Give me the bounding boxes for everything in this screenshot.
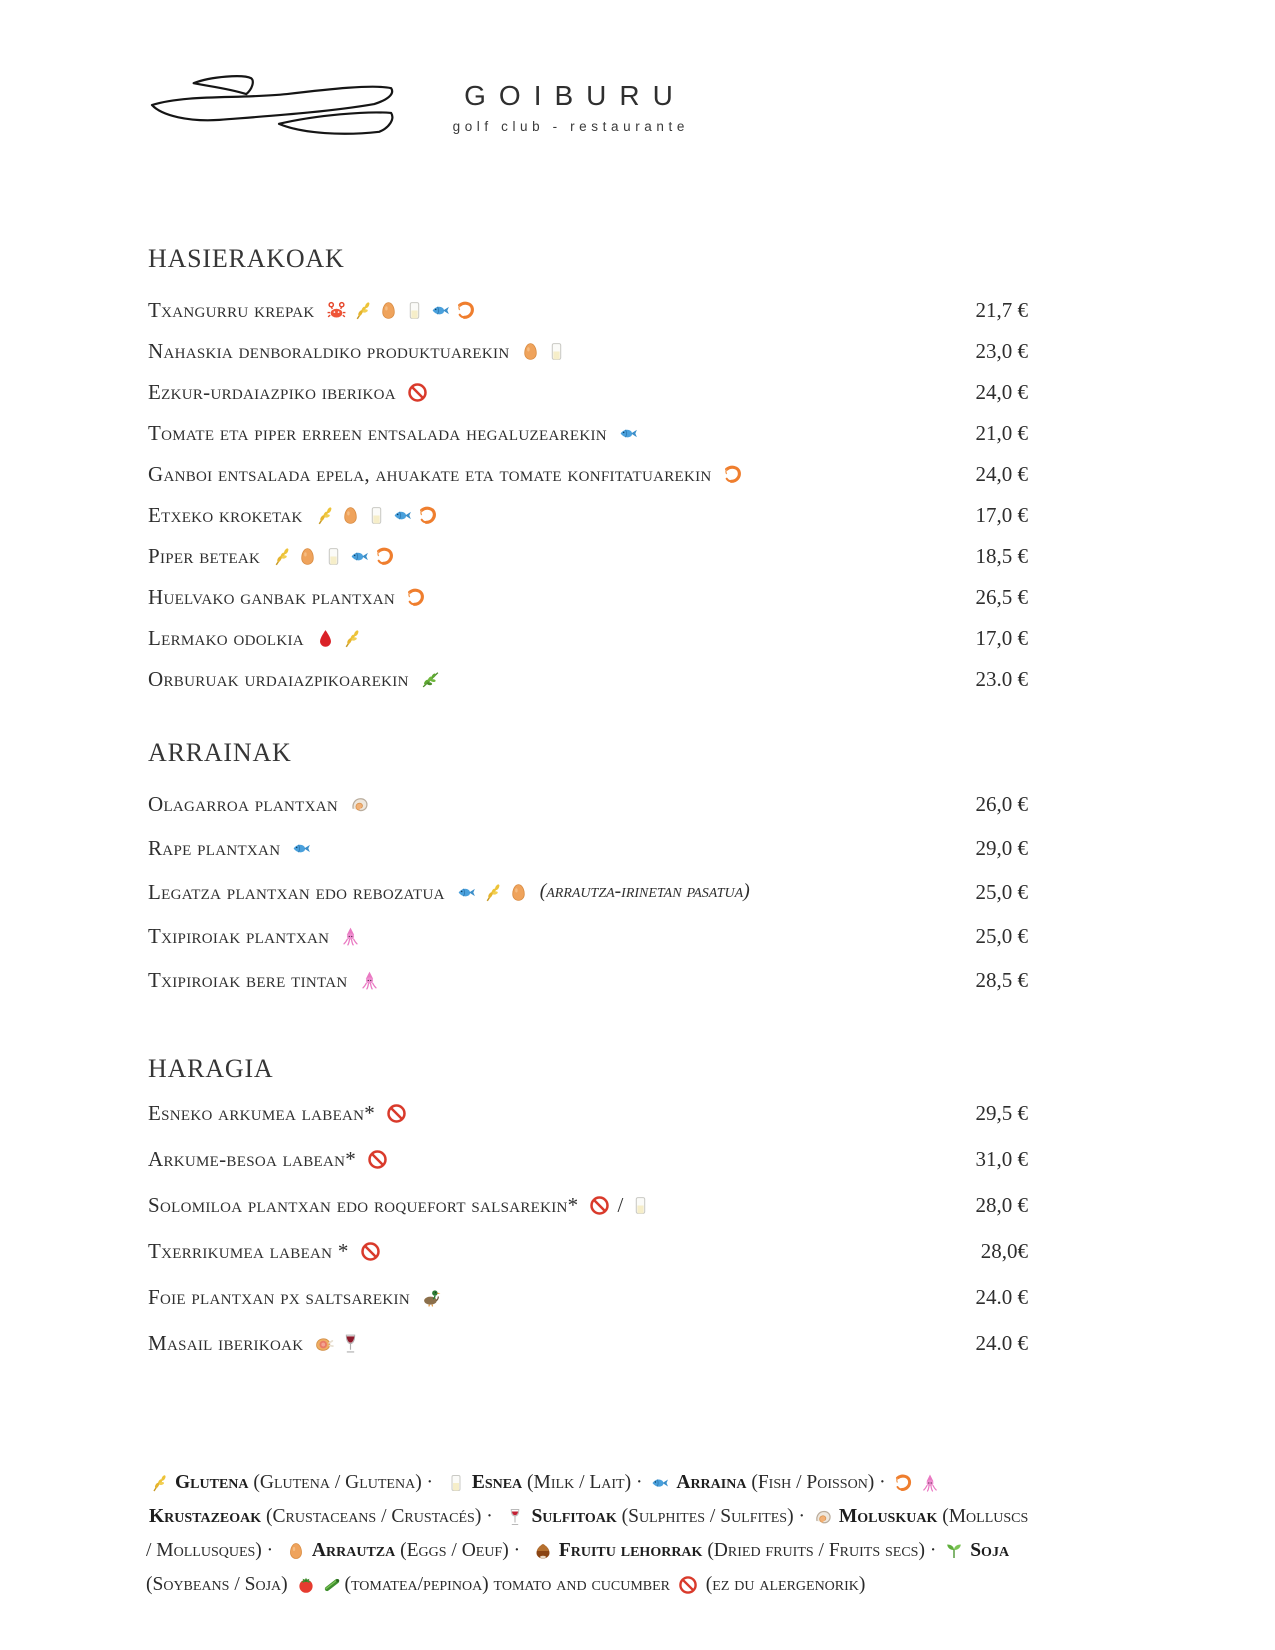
dish-price: 21,7 €	[975, 298, 1028, 322]
dish-name: Piper beteak	[148, 544, 261, 568]
egg-icon	[508, 882, 529, 903]
slash-separator: /	[617, 1192, 624, 1217]
allergen-translation: (Eggs / Oeuf) ·	[395, 1540, 530, 1561]
allergen-translation: (Crustaceans / Crustacés) ·	[261, 1506, 503, 1527]
dish-price: 21,0 €	[975, 421, 1028, 445]
dish-name: Solomiloa plantxan edo roquefort salsarekin*	[148, 1192, 579, 1217]
dish-entry	[148, 298, 477, 323]
menu-item-row	[148, 1228, 1028, 1274]
tomato-icon	[296, 1575, 316, 1595]
fish-icon	[392, 505, 413, 526]
dish-entry	[148, 968, 380, 993]
allergen-name: Sulfitoak	[531, 1506, 617, 1527]
menu-item-row	[148, 870, 1028, 914]
crab-icon	[326, 300, 347, 321]
dish-name: Huelvako ganbak plantxan	[148, 585, 396, 609]
allergen-translation: (Fish / Poisson) ·	[746, 1472, 891, 1493]
fish-icon	[618, 423, 639, 444]
no-icon	[678, 1575, 698, 1595]
dish-price: 28,0€	[980, 1238, 1028, 1263]
gluten-icon	[314, 505, 335, 526]
milk-icon	[404, 300, 425, 321]
no-icon	[360, 1241, 381, 1262]
gluten-icon	[482, 882, 503, 903]
egg-icon	[340, 505, 361, 526]
fish-icon	[650, 1473, 670, 1493]
allergen-name: Krustazeoak	[149, 1506, 262, 1527]
shrimp-icon	[375, 546, 396, 567]
dish-entry	[148, 792, 370, 817]
shrimp-icon	[723, 464, 744, 485]
herb-icon	[420, 669, 441, 690]
dish-entry	[148, 667, 441, 692]
dish-name: Masail iberikoak	[148, 1330, 304, 1355]
allergen-name: Moluskuak	[838, 1506, 938, 1527]
dish-name: Txangurru krepak	[148, 298, 315, 322]
dish-entry	[148, 924, 361, 949]
egg-icon	[297, 546, 318, 567]
menu-item-row	[148, 372, 1028, 413]
menu-item-row	[148, 290, 1028, 331]
dish-price: 23.0 €	[975, 667, 1028, 691]
menu-item-row	[148, 1090, 1028, 1136]
header	[148, 68, 1275, 146]
egg-icon	[286, 1541, 306, 1561]
brand-tagline: golf club - restaurante	[452, 119, 689, 134]
no-icon	[589, 1195, 610, 1216]
milk-icon	[630, 1195, 651, 1216]
shrimp-icon	[418, 505, 439, 526]
dish-price: 29,5 €	[975, 1100, 1028, 1125]
mollusc-icon	[349, 794, 370, 815]
dish-name: Txipiroiak plantxan	[148, 923, 330, 948]
legend-line	[146, 1568, 1156, 1602]
dish-entry	[148, 1193, 651, 1218]
dish-price: 18,5 €	[975, 544, 1028, 568]
ham-icon	[314, 1333, 335, 1354]
dish-note: (arrautza-irinetan pasatua)	[539, 881, 750, 902]
dish-name: Arkume-besoa labean*	[148, 1146, 357, 1171]
brand-block	[448, 80, 689, 134]
dish-price: 24.0 €	[975, 1330, 1028, 1355]
dish-entry	[148, 1331, 361, 1356]
dish-price: 25,0 €	[975, 923, 1028, 948]
dish-entry	[148, 503, 439, 528]
dish-name: Etxeko kroketak	[148, 503, 303, 527]
fish-icon	[430, 300, 451, 321]
gluten-icon	[149, 1473, 169, 1493]
dish-price: 24,0 €	[975, 462, 1028, 486]
allergen-translation: (Molluscs	[937, 1506, 1029, 1527]
cucumber-icon	[322, 1575, 342, 1595]
dish-entry	[148, 462, 744, 487]
allergen-name: Arraina	[676, 1472, 747, 1493]
menu-item-row	[148, 495, 1028, 536]
no-icon	[367, 1149, 388, 1170]
milk-icon	[546, 341, 567, 362]
allergen-name: Glutena	[175, 1472, 249, 1493]
dish-entry	[148, 421, 639, 446]
menu-section-haragia	[148, 1054, 1028, 1366]
dish-name: Ganboi entsalada epela, ahuakate eta tomate konfitatuarekin	[148, 462, 712, 486]
menu-section-arrainak	[148, 738, 1028, 1002]
dish-name: Olagarroa plantxan	[148, 791, 338, 816]
allergen-translation: (ez du alergenorik)	[700, 1574, 866, 1595]
gluten-icon	[352, 300, 373, 321]
dish-entry	[148, 1239, 381, 1264]
dish-name: Lermako odolkia	[148, 626, 304, 650]
wine-icon	[340, 1333, 361, 1354]
squid-icon	[920, 1473, 940, 1493]
allergen-translation: (tomatea/pepinoa) tomato and cucumber	[344, 1574, 675, 1595]
menu-item-row	[148, 826, 1028, 870]
menu-item-row	[148, 454, 1028, 495]
chestnut-icon	[533, 1541, 553, 1561]
allergen-translation: (Sulphites / Sulfites) ·	[616, 1506, 810, 1527]
allergen-translation: (Glutena / Glutena) ·	[248, 1472, 443, 1493]
legend-line	[146, 1466, 1156, 1500]
menu-item-row	[148, 659, 1028, 700]
menu	[148, 244, 1028, 1366]
dish-name: Ezkur-urdaiazpiko iberikoa	[148, 380, 396, 404]
allergen-name: Arrautza	[311, 1540, 396, 1561]
dish-entry	[148, 1285, 442, 1310]
dish-name: Txipiroiak bere tintan	[148, 967, 348, 992]
milk-icon	[323, 546, 344, 567]
egg-icon	[520, 341, 541, 362]
menu-item-row	[148, 536, 1028, 577]
dish-name: Legatza plantxan edo rebozatua	[148, 879, 445, 904]
dish-price: 26,0 €	[975, 791, 1028, 816]
menu-item-row	[148, 618, 1028, 659]
dish-price: 29,0 €	[975, 835, 1028, 860]
duck-icon	[421, 1287, 442, 1308]
dish-price: 31,0 €	[975, 1146, 1028, 1171]
egg-icon	[378, 300, 399, 321]
menu-item-row	[148, 1136, 1028, 1182]
allergen-translation: (Milk / Lait) ·	[522, 1472, 648, 1493]
logo-drawing	[148, 72, 406, 142]
sulfite-icon	[505, 1507, 525, 1527]
dish-name: Txerrikumea labean *	[148, 1238, 349, 1263]
menu-item-row	[148, 577, 1028, 618]
section-title: ARRAINAK	[148, 738, 292, 767]
allergen-name: Esnea	[471, 1472, 523, 1493]
menu-item-row	[148, 782, 1028, 826]
dish-entry	[148, 544, 396, 569]
menu-item-row	[148, 413, 1028, 454]
menu-item-row	[148, 958, 1028, 1002]
dish-entry	[148, 380, 428, 405]
drop-icon	[315, 628, 336, 649]
menu-section-hasierakoak	[148, 244, 1028, 700]
shrimp-icon	[894, 1473, 914, 1493]
sprout-icon	[944, 1541, 964, 1561]
dish-entry	[148, 880, 750, 905]
dish-price: 17,0 €	[975, 626, 1028, 650]
allergen-legend	[146, 1466, 1156, 1602]
shrimp-icon	[406, 587, 427, 608]
dish-name: Orburuak urdaiazpikoarekin	[148, 667, 409, 691]
menu-item-row	[148, 1182, 1028, 1228]
dish-price: 28,0 €	[975, 1192, 1028, 1217]
dish-price: 24,0 €	[975, 380, 1028, 404]
dish-price: 25,0 €	[975, 879, 1028, 904]
dish-entry	[148, 1101, 407, 1126]
dish-name: Esneko arkumea labean*	[148, 1100, 376, 1125]
allergen-translation: (Soybeans / Soja)	[146, 1574, 293, 1595]
section-title: HASIERAKOAK	[148, 244, 345, 273]
menu-item-row	[148, 1320, 1028, 1366]
milk-icon	[446, 1473, 466, 1493]
shrimp-icon	[456, 300, 477, 321]
menu-item-row	[148, 331, 1028, 372]
dish-price: 17,0 €	[975, 503, 1028, 527]
dish-name: Foie plantxan px saltsarekin	[148, 1284, 410, 1309]
dish-entry	[148, 585, 427, 610]
allergen-translation: (Dried fruits / Fruits secs) ·	[702, 1540, 942, 1561]
fish-icon	[291, 838, 312, 859]
dish-entry	[148, 626, 362, 651]
legend-line	[146, 1500, 1156, 1534]
gluten-icon	[271, 546, 292, 567]
no-icon	[386, 1103, 407, 1124]
squid-icon	[340, 926, 361, 947]
menu-item-row	[148, 1274, 1028, 1320]
brand-name: GOIBURU	[464, 80, 686, 111]
dish-price: 26,5 €	[975, 585, 1028, 609]
gluten-icon	[341, 628, 362, 649]
squid-icon	[359, 970, 380, 991]
dish-price: 28,5 €	[975, 967, 1028, 992]
mollusc-icon	[813, 1507, 833, 1527]
dish-name: Rape plantxan	[148, 835, 281, 860]
dish-entry	[148, 1147, 388, 1172]
menu-item-row	[148, 914, 1028, 958]
dish-name: Nahaskia denboraldiko produktuarekin	[148, 339, 510, 363]
dish-entry	[148, 836, 312, 861]
allergen-name: Fruitu lehorrak	[558, 1540, 703, 1561]
dish-name: Tomate eta piper erreen entsalada hegaluzearekin	[148, 421, 607, 445]
allergen-name: Soja	[970, 1540, 1010, 1561]
dish-entry	[148, 339, 567, 364]
dish-price: 23,0 €	[975, 339, 1028, 363]
legend-line	[146, 1534, 1156, 1568]
allergen-translation: / Mollusques) ·	[146, 1540, 283, 1561]
fish-icon	[456, 882, 477, 903]
section-title: HARAGIA	[148, 1054, 274, 1083]
milk-icon	[366, 505, 387, 526]
fish-icon	[349, 546, 370, 567]
dish-price: 24.0 €	[975, 1284, 1028, 1309]
no-icon	[407, 382, 428, 403]
